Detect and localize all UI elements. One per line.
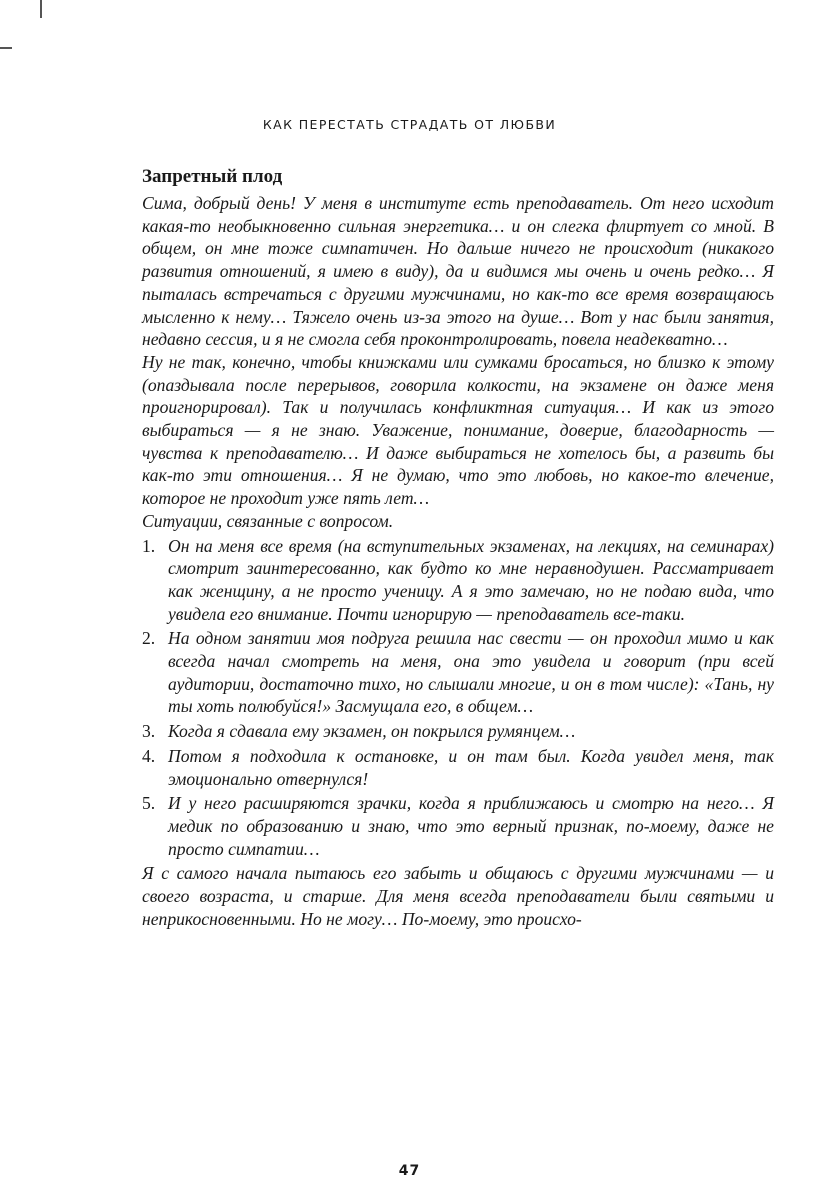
crop-mark-vertical <box>40 0 42 18</box>
list-item <box>142 792 774 860</box>
crop-mark-horizontal <box>0 47 12 49</box>
closing-paragraph: Я с самого начала пытаюсь его забыть и общаюсь с другими мужчинами — и своего возраста, и старше. Для меня всегда преподаватели были святыми и неприкосновенными. Но не могу… По-моему, это происхо- <box>142 863 774 929</box>
running-head: КАК ПЕРЕСТАТЬ СТРАДАТЬ ОТ ЛЮБВИ <box>262 117 557 132</box>
list-item <box>142 627 774 718</box>
list-item-text: Он на меня все время (на вступительных экзаменах, на лекциях, на семинарах) смотрит заинтересованно, как будто ко мне неравнодушен. Рассматривает как женщину, а не просто ученицу. А я это замечаю, но не подаю вида, что увидела его внимание. Почти игнорирую — преподаватель все-таки. <box>168 535 774 624</box>
list-item-number: 3. <box>142 721 156 742</box>
list-item-number: 1. <box>142 535 156 556</box>
letter-paragraph: Ну не так, конечно, чтобы книжками или сумками бросаться, но близко к этому (опаздывала после перерывов, говорила колкости, на экзамене он даже меня проигнорировал). Так и получилась конфликтная ситуация… И как из этого выбираться — я не знаю. Уважение, понимание, доверие, благодарность — чувства к преподавателю… И даже выбираться не хотелось бы, а развить бы как-то эти отношения… Я не думаю, что это любовь, но какое-то влечение, которое не проходит уже пять лет… <box>142 351 774 509</box>
list-item <box>142 745 774 790</box>
list-item-text: Когда я сдавала ему экзамен, он покрылся румянцем… <box>168 721 576 742</box>
page-number: 47 <box>398 1163 421 1179</box>
section-title: Запретный плод <box>142 166 283 187</box>
list-item-text: Потом я подходила к остановке, и он там был. Когда увидел меня, так эмоционально отвернулся! <box>168 745 774 789</box>
letter-paragraph: Сима, добрый день! У меня в институте есть преподаватель. От него исходит какая-то необыкновенно сильная энергетика… и он слегка флиртует со мной. В общем, он мне тоже симпатичен. Но дальше ничего не происходит (никакого развития отношений, я имею в виду), да и видимся мы очень и очень редко… Я пыталась встречаться с другими мужчинами, но как-то все время возвращаюсь мысленно к нему… Тяжело очень из-за этого на душе… Вот у нас были занятия, недавно сессия, и я не смогла себя проконтролировать, повела неадекватно… <box>142 193 774 350</box>
situations-list <box>142 535 774 861</box>
list-item-number: 5. <box>142 793 156 814</box>
list-item-number: 2. <box>142 628 156 649</box>
list-item <box>142 535 774 626</box>
list-item-text: И у него расширяются зрачки, когда я приближаюсь и смотрю на него… Я медик по образованию и знаю, что это верный признак, по-моему, даже не просто симпатии… <box>168 793 774 859</box>
page-body <box>142 165 774 931</box>
list-item-number: 4. <box>142 745 156 766</box>
list-item <box>142 720 774 743</box>
list-item-text: На одном занятии моя подруга решила нас свести — он проходил мимо и как всегда начал смотреть на меня, она это увидела и говорит (при всей аудитории, достаточно тихо, но слышали многие, и он в том числе): «Тань, ну ты хоть полюбуйся!» Засмущала его, в общем… <box>168 628 774 717</box>
letter-paragraph: Ситуации, связанные с вопросом. <box>142 510 394 531</box>
